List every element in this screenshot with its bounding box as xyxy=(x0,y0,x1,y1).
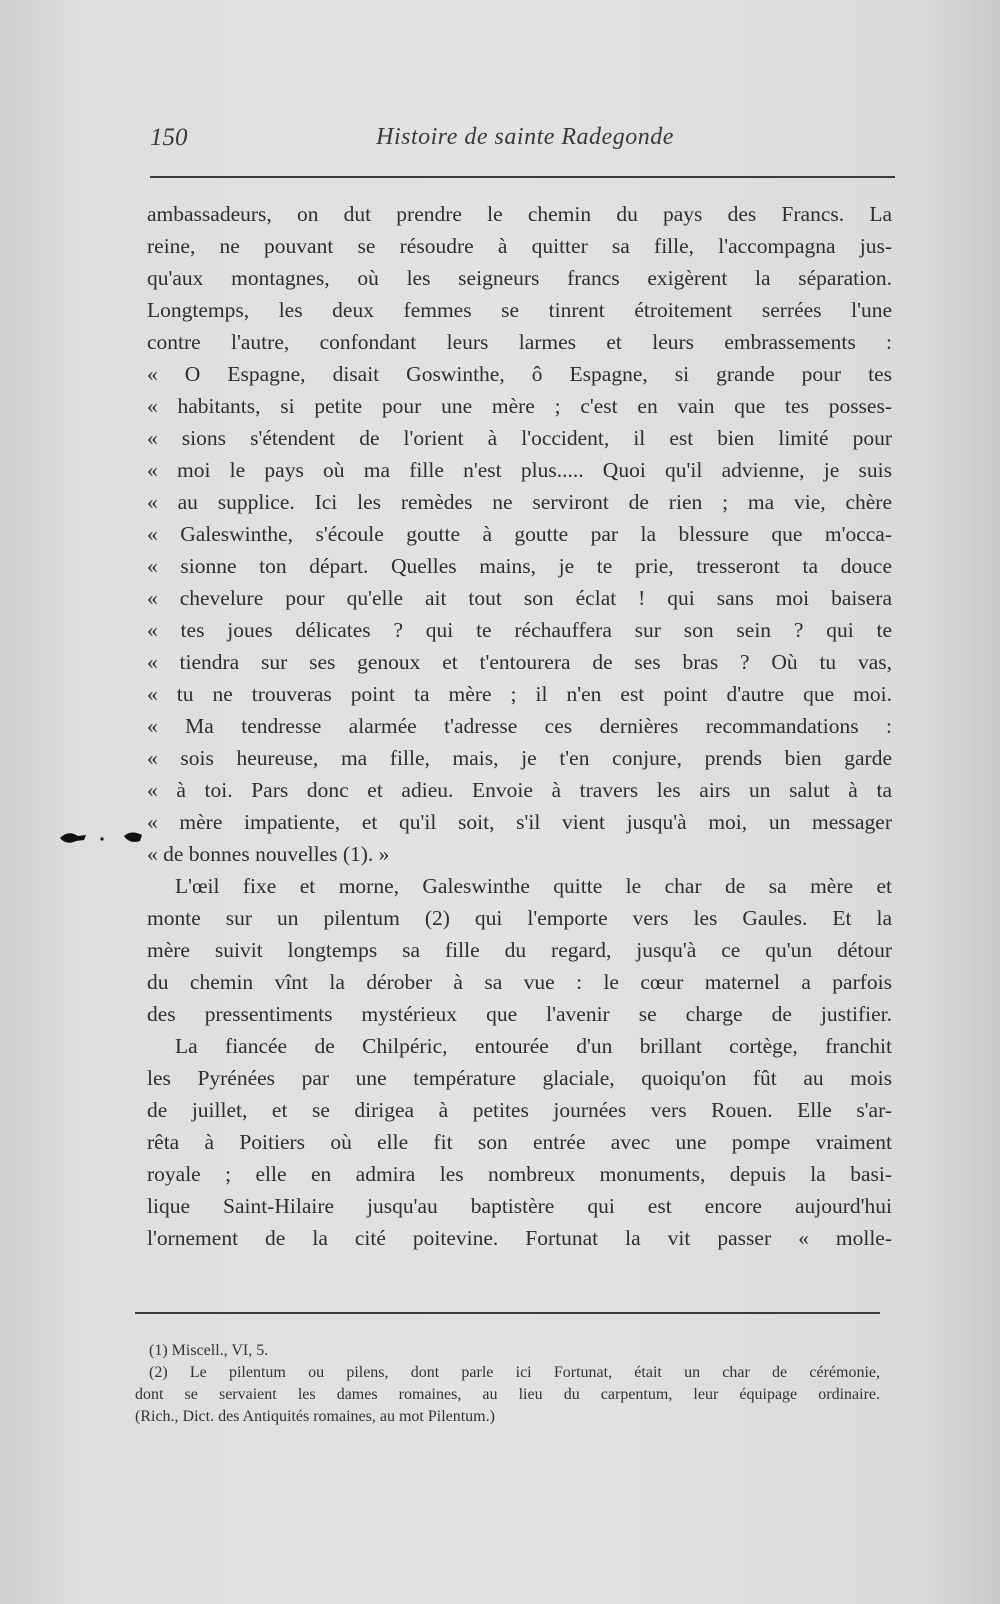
text-line: les Pyrénées par une température glaciale, quoiqu'on fût au mois xyxy=(147,1066,892,1090)
text-line: du chemin vînt la dérober à sa vue : le cœur maternel a parfois xyxy=(147,970,892,994)
text-line: « Galeswinthe, s'écoule goutte à goutte par la blessure que m'occa- xyxy=(147,522,892,546)
text-line: « Ma tendresse alarmée t'adresse ces dernières recommandations : xyxy=(147,714,892,738)
text-line: « sionne ton départ. Quelles mains, je te prie, tresseront ta douce xyxy=(147,554,892,578)
page-header xyxy=(150,124,895,154)
text-line: « tiendra sur ses genoux et t'entourera de ses bras ? Où tu vas, xyxy=(147,650,892,674)
footnote-line: dont se servaient les dames romaines, au lieu du carpentum, leur équipage ordinaire. xyxy=(135,1386,880,1403)
text-line: royale ; elle en admira les nombreux monuments, depuis la basi- xyxy=(147,1162,892,1186)
text-line: « sions s'étendent de l'orient à l'occident, il est bien limité pour xyxy=(147,426,892,450)
text-line: lique Saint-Hilaire jusqu'au baptistère qui est encore aujourd'hui xyxy=(147,1194,892,1218)
text-line: « tu ne trouveras point ta mère ; il n'en est point d'autre que moi. xyxy=(147,682,892,706)
text-line: de juillet, et se dirigea à petites journées vers Rouen. Elle s'ar- xyxy=(147,1098,892,1122)
page-number: 150 xyxy=(150,124,188,151)
text-line: La fiancée de Chilpéric, entourée d'un brillant cortège, franchit xyxy=(175,1034,892,1058)
text-line: « de bonnes nouvelles (1). » xyxy=(147,842,390,866)
header-rule xyxy=(150,176,895,178)
running-title: Histoire de sainte Radegonde xyxy=(376,124,674,150)
footnote-line: (2) Le pilentum ou pilens, dont parle ici Fortunat, était un char de cérémonie, xyxy=(149,1364,880,1381)
text-line: « tes joues délicates ? qui te réchauffera sur son sein ? qui te xyxy=(147,618,892,642)
text-line: « habitants, si petite pour une mère ; c'est en vain que tes posses- xyxy=(147,394,892,418)
text-line: « moi le pays où ma fille n'est plus..... Quoi qu'il advienne, je suis xyxy=(147,458,892,482)
footnote-line: (Rich., Dict. des Antiquités romaines, au mot Pilentum.) xyxy=(135,1408,495,1425)
text-line: « O Espagne, disait Goswinthe, ô Espagne, si grande pour tes xyxy=(147,362,892,386)
text-line: monte sur un pilentum (2) qui l'emporte vers les Gaules. Et la xyxy=(147,906,892,930)
text-line: « à toi. Pars donc et adieu. Envoie à travers les airs un salut à ta xyxy=(147,778,892,802)
text-line: ambassadeurs, on dut prendre le chemin du pays des Francs. La xyxy=(147,202,892,226)
text-line: l'ornement de la cité poitevine. Fortunat la vit passer « molle- xyxy=(147,1226,892,1250)
text-line: rêta à Poitiers où elle fit son entrée avec une pompe vraiment xyxy=(147,1130,892,1154)
text-line: « au supplice. Ici les remèdes ne serviront de rien ; ma vie, chère xyxy=(147,490,892,514)
text-line: contre l'autre, confondant leurs larmes et leurs embrassements : xyxy=(147,330,892,354)
footnote-rule xyxy=(135,1312,880,1314)
body-text xyxy=(147,198,892,1254)
text-line: « chevelure pour qu'elle ait tout son éclat ! qui sans moi baisera xyxy=(147,586,892,610)
text-line: « mère impatiente, et qu'il soit, s'il vient jusqu'à moi, un messager xyxy=(147,810,892,834)
text-line: des pressentiments mystérieux que l'avenir se charge de justifier. xyxy=(147,1002,892,1026)
text-line: qu'aux montagnes, où les seigneurs francs exigèrent la séparation. xyxy=(147,266,892,290)
footnote-line: (1) Miscell., VI, 5. xyxy=(149,1342,269,1359)
text-line: L'œil fixe et morne, Galeswinthe quitte le char de sa mère et xyxy=(175,874,892,898)
footnotes xyxy=(135,1340,880,1428)
text-line: « sois heureuse, ma fille, mais, je t'en conjure, prends bien garde xyxy=(147,746,892,770)
text-line: reine, ne pouvant se résoudre à quitter sa fille, l'accompagna jus- xyxy=(147,234,892,258)
text-line: mère suivit longtemps sa fille du regard, jusqu'à ce qu'un détour xyxy=(147,938,892,962)
text-line: Longtemps, les deux femmes se tinrent étroitement serrées l'une xyxy=(147,298,892,322)
